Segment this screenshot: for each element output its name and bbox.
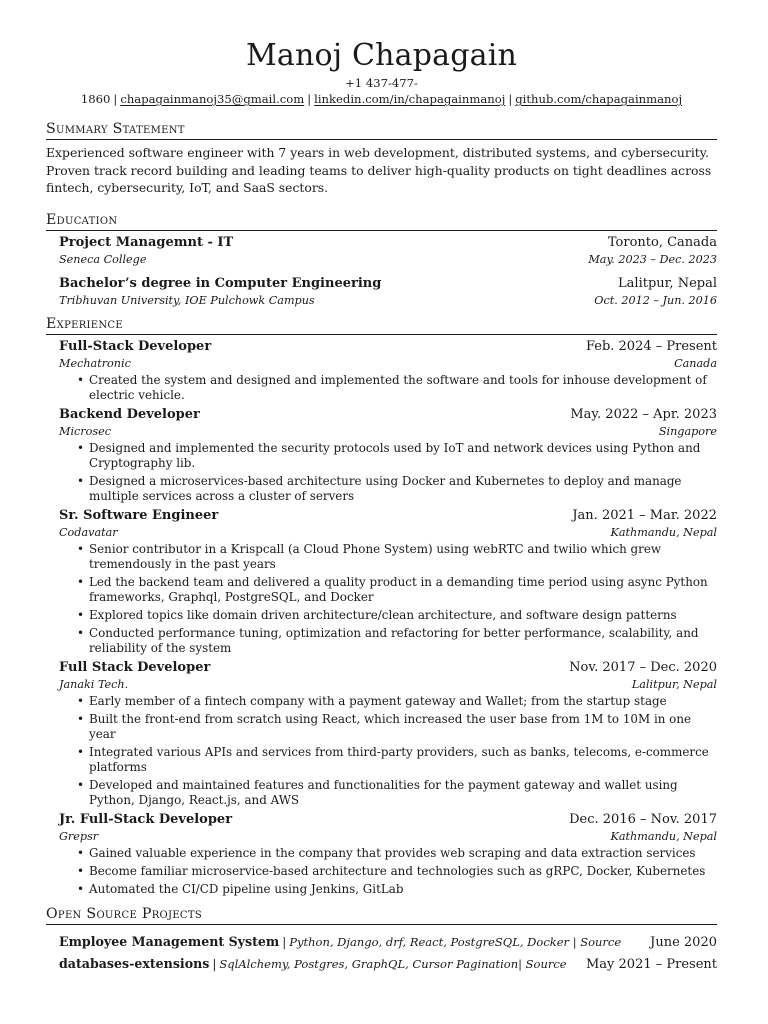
projects-section xyxy=(46,905,717,975)
job-title: Jr. Full-Stack Developer xyxy=(59,811,233,827)
company-name: Mechatronic xyxy=(59,356,131,370)
project-entry xyxy=(46,931,717,953)
bullet-item: • Created the system and designed and implemented the software and tools for inhouse development of electric vehicle. xyxy=(89,373,717,403)
phone-number: +1 437-477-1860 xyxy=(80,76,418,106)
education-dates: Oct. 2012 – Jun. 2016 xyxy=(594,293,717,307)
project-separator: | xyxy=(282,934,287,949)
bullet-item: • Become familiar microservice-based architecture and technologies such as gRPC, Docker, Kubernetes xyxy=(89,864,717,879)
project-separator: | xyxy=(212,956,217,971)
education-entry xyxy=(46,234,717,268)
bullet-item: • Integrated various APIs and services from third-party providers, such as banks, telecoms, e-commerce platforms xyxy=(89,745,717,775)
job-title: Full Stack Developer xyxy=(59,659,211,675)
job-title: Full-Stack Developer xyxy=(59,338,212,354)
job-entry xyxy=(46,659,717,808)
bullet-item: • Led the backend team and delivered a quality product in a demanding time period using async Python frameworks, Graphql, PostgreSQL, and Docker xyxy=(89,575,717,605)
job-location: Lalitpur, Nepal xyxy=(631,677,717,691)
education-dates: May. 2023 – Dec. 2023 xyxy=(588,252,717,266)
project-entry xyxy=(46,953,717,975)
company-name: Microsec xyxy=(59,424,112,438)
bullet-item: • Built the front-end from scratch using React, which increased the user base from 1M to 10M in one year xyxy=(89,712,717,742)
job-entry xyxy=(46,338,717,403)
bullet-item: • Gained valuable experience in the company that provides web scraping and data extraction services xyxy=(89,846,717,861)
bullet-item: • Automated the CI/CD pipeline using Jenkins, GitLab xyxy=(89,882,717,897)
education-section xyxy=(46,211,717,309)
contact-separator: | xyxy=(307,92,312,106)
company-name: Grepsr xyxy=(59,829,99,843)
job-dates: Feb. 2024 – Present xyxy=(585,338,717,354)
job-entry xyxy=(46,507,717,656)
bullet-item: • Designed and implemented the security protocols used by IoT and network devices using Python and Cryptography lib. xyxy=(89,441,717,471)
job-bullets xyxy=(59,694,717,808)
summary-heading: Summary Statement xyxy=(46,120,717,140)
job-dates: Dec. 2016 – Nov. 2017 xyxy=(569,811,717,827)
job-title: Backend Developer xyxy=(59,406,200,422)
job-dates: Jan. 2021 – Mar. 2022 xyxy=(572,507,717,523)
project-stack[interactable]: SqlAlchemy, Postgres, GraphQL, Cursor Pagination| Source xyxy=(219,956,567,971)
contact-separator: | xyxy=(508,92,513,106)
linkedin-link[interactable]: linkedin.com/in/chapagainmanoj xyxy=(314,92,506,106)
bullet-item: • Designed a microservices-based architecture using Docker and Kubernetes to deploy and manage multiple services across a cluster of servers xyxy=(89,474,717,504)
summary-text: Experienced software engineer with 7 years in web development, distributed systems, and cybersecurity. Proven track record building and leading teams to deliver high-quality products on tight deadlines across fintech, cybersecurity, IoT, and SaaS sectors. xyxy=(46,145,712,195)
email-link[interactable]: chapagainmanoj35@gmail.com xyxy=(120,92,305,106)
project-dates: June 2020 xyxy=(650,934,717,950)
degree-name: Bachelor’s degree in Computer Engineering xyxy=(59,275,382,291)
school-name: Tribhuvan University, IOE Pulchowk Campus xyxy=(59,293,315,307)
github-link[interactable]: github.com/chapagainmanoj xyxy=(515,92,683,106)
education-entry xyxy=(46,275,717,309)
contact-line xyxy=(46,75,717,107)
degree-name: Project Managemnt - IT xyxy=(59,234,234,250)
bullet-item: • Explored topics like domain driven architecture/clean architecture, and software design patterns xyxy=(89,608,717,623)
contact-separator: | xyxy=(113,92,118,106)
job-bullets xyxy=(59,846,717,897)
job-bullets xyxy=(59,441,717,504)
job-dates: May. 2022 – Apr. 2023 xyxy=(570,406,717,422)
resume-page xyxy=(46,38,717,975)
bullet-item: • Early member of a fintech company with a payment gateway and Wallet; from the startup stage xyxy=(89,694,717,709)
job-entry xyxy=(46,406,717,504)
projects-heading: Open Source Projects xyxy=(46,905,717,925)
education-heading: Education xyxy=(46,211,717,231)
job-bullets xyxy=(59,542,717,656)
job-dates: Nov. 2017 – Dec. 2020 xyxy=(569,659,717,675)
project-dates: May 2021 – Present xyxy=(585,956,717,972)
job-location: Canada xyxy=(674,356,717,370)
bullet-item: • Developed and maintained features and functionalities for the payment gateway and wallet using Python, Django, React.js, and AWS xyxy=(89,778,717,808)
project-name: Employee Management System xyxy=(59,933,280,949)
experience-section xyxy=(46,315,717,897)
education-location: Toronto, Canada xyxy=(607,234,717,250)
company-name: Janaki Tech. xyxy=(59,677,129,691)
company-name: Codavatar xyxy=(59,525,118,539)
candidate-name: Manoj Chapagain xyxy=(245,38,518,73)
project-name: databases-extensions xyxy=(59,955,210,971)
bullet-item: • Senior contributor in a Krispcall (a Cloud Phone System) using webRTC and twilio which grew tremendously in the past years xyxy=(89,542,717,572)
school-name: Seneca College xyxy=(59,252,147,266)
job-title: Sr. Software Engineer xyxy=(59,507,219,523)
education-location: Lalitpur, Nepal xyxy=(618,275,717,291)
project-stack[interactable]: Python, Django, drf, React, PostgreSQL, Docker | Source xyxy=(289,934,622,949)
bullet-item: • Conducted performance tuning, optimization and refactoring for better performance, scalability, and reliability of the system xyxy=(89,626,717,656)
job-location: Kathmandu, Nepal xyxy=(610,829,717,843)
experience-heading: Experience xyxy=(46,315,717,335)
job-location: Singapore xyxy=(658,424,717,438)
job-bullets xyxy=(59,373,717,403)
summary-section xyxy=(46,120,717,197)
job-location: Kathmandu, Nepal xyxy=(610,525,717,539)
job-entry xyxy=(46,811,717,897)
